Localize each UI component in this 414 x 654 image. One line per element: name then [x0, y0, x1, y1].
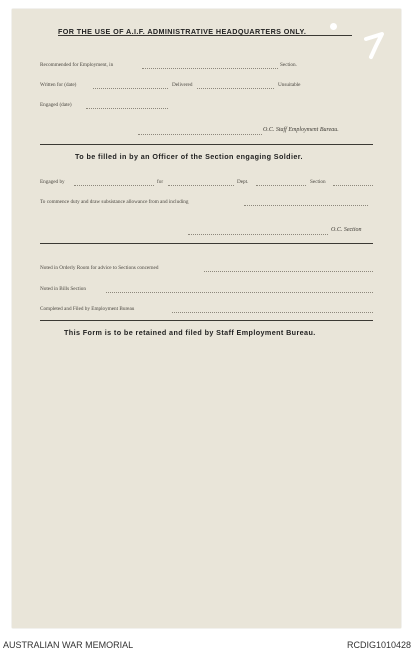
delivered-label: Delivered: [172, 82, 193, 88]
delivered-field[interactable]: [197, 88, 274, 89]
footer-credit: AUSTRALIAN WAR MEMORIAL: [3, 640, 134, 650]
recommended-label: Recommended for Employment, in: [40, 62, 114, 68]
engaged-date-label: Engaged (date): [40, 102, 72, 108]
retention-notice: This Form is to be retained and filed by Staff Employment Bureau.: [64, 328, 316, 337]
section-engaging-heading: To be filled in by an Officer of the Section engaging Soldier.: [75, 152, 303, 161]
written-label: Written for (date): [40, 82, 77, 88]
noted-bills-field[interactable]: [106, 292, 373, 293]
punch-hole: [330, 23, 337, 30]
section2-section-label: Section: [310, 179, 326, 185]
recommended-field[interactable]: [142, 68, 278, 69]
header-underline: [58, 35, 352, 36]
oc-bureau-signature-field[interactable]: [138, 134, 262, 135]
noted-bills-label: Noted in Bills Section: [40, 286, 86, 292]
handwritten-mark: [362, 30, 388, 60]
engaged-date-field[interactable]: [86, 108, 168, 109]
completed-filed-label: Completed and Filed by Employment Bureau: [40, 306, 135, 312]
oc-section-signature-field[interactable]: [188, 234, 328, 235]
divider-3: [40, 320, 373, 321]
for-field[interactable]: [168, 185, 234, 186]
dept-field[interactable]: [256, 185, 306, 186]
unsuitable-label: Unsuitable: [278, 82, 301, 88]
section-label: Section.: [280, 62, 297, 68]
for-label: for: [157, 179, 164, 185]
engaged-by-label: Engaged by: [40, 179, 65, 185]
commence-duty-label: To commence duty and draw subsistance allowance from and including: [40, 199, 189, 205]
dept-label: Dept.: [237, 179, 249, 185]
noted-orderly-label: Noted in Orderly Room for advice to Sections concerned: [40, 265, 159, 271]
oc-section-label: O.C. Section: [331, 227, 362, 233]
noted-orderly-field[interactable]: [204, 271, 373, 272]
completed-filed-field[interactable]: [172, 312, 373, 313]
commence-date-field[interactable]: [244, 205, 368, 206]
divider-1: [40, 144, 373, 145]
section-field[interactable]: [333, 185, 373, 186]
written-date-field[interactable]: [93, 88, 168, 89]
footer-record-id: RCDIG1010428: [346, 640, 411, 650]
divider-2: [40, 243, 373, 244]
form-header-title: FOR THE USE OF A.I.F. ADMINISTRATIVE HEADQUARTERS ONLY.: [58, 27, 307, 36]
oc-bureau-label: O.C. Staff Employment Bureau.: [263, 127, 339, 133]
engaged-by-field[interactable]: [74, 185, 154, 186]
